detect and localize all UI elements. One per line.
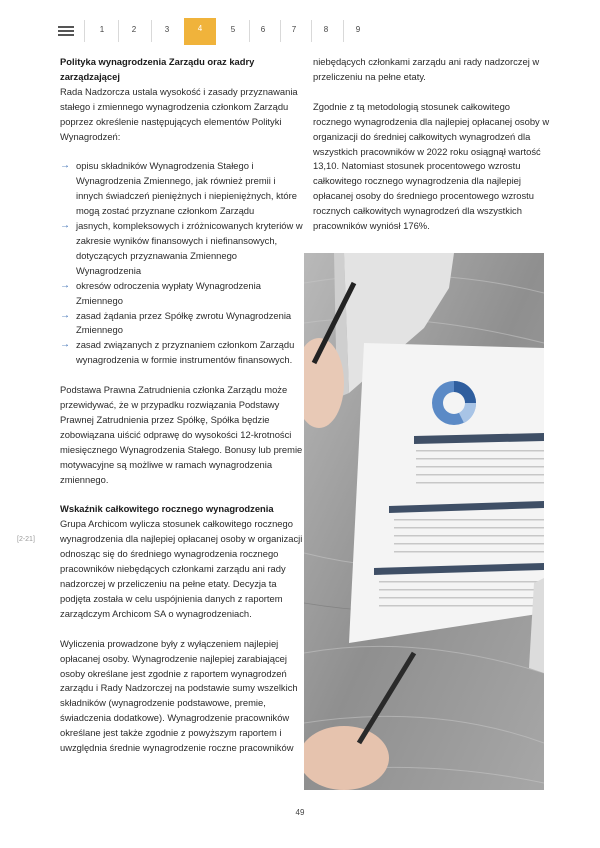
nav-item-9[interactable]: 9	[355, 25, 361, 34]
calculation-paragraph: Wyliczenia prowadzone były z wyłączeniem najlepiej opłacanej osoby. Wynagrodzenie najlepiej zarabiającej osoby określane jest zgodnie z raportem wynagrodzeń zarządu i Rady Nadzorczej na podstawie sumy wszelkich składników (wynagrodzenie podstawowe, premie, świadczenia dodatkowe). Wynagrodzenie pracowników określane jest także zgodnie z powyższym raportem i uwzględnia średnie wynagrodzenie roczne pracowników	[60, 637, 298, 754]
arrow-right-icon: →	[60, 160, 70, 172]
section-heading-remuneration-ratio: Wskaźnik całkowitego rocznego wynagrodzenia	[60, 503, 274, 515]
arrow-right-icon: →	[60, 339, 70, 351]
list-item: → zasad związanych z przyznaniem członkom Zarządu wynagrodzenia w formie instrumentów finansowych.	[60, 339, 295, 366]
nav-item-1[interactable]: 1	[99, 25, 105, 34]
nav-item-6[interactable]: 6	[260, 25, 266, 34]
continuation-paragraph: niebędących członkami zarządu ani rady nadzorczej w przeliczeniu na pełne etaty.	[313, 56, 540, 82]
list-item: → opisu składników Wynagrodzenia Stałego i Wynagrodzenia Zmiennego, jak również premii i innych świadczeń pieniężnych i niepieniężnych, które mogą zostać przyznane członkom Zarządu	[60, 160, 297, 217]
arrow-right-icon: →	[60, 220, 70, 232]
nav-item-3[interactable]: 3	[164, 25, 170, 34]
arrow-right-icon: →	[60, 309, 70, 321]
ratio-result-paragraph: Zgodnie z tą metodologią stosunek całkowitego rocznego wynagrodzenia dla najlepiej opłacanej osoby w organizacji do średniej całkowitych wynagrodzeń dla wszystkich pracowników w 2022 roku osiągnął wartość 13,10. Natomiast stosunek procentowego wzrostu całkowitego rocznego wynagrodzenia dla najlepiej opłacanej osoby do średniego procentowego wzrostu rocznych całkowitych wynagrodzeń dla wszystkich pracowników wyniósł 176%.	[313, 100, 550, 232]
photo-illustration	[304, 253, 544, 790]
nav-item-4-active[interactable]: 4	[184, 18, 216, 45]
menu-icon[interactable]	[58, 26, 74, 36]
list-item: → okresów odroczenia wypłaty Wynagrodzenia Zmiennego	[60, 279, 261, 306]
nav-item-2[interactable]: 2	[131, 25, 137, 34]
chapter-navigation	[48, 18, 558, 46]
nav-item-7[interactable]: 7	[291, 25, 297, 34]
nav-item-5[interactable]: 5	[230, 25, 236, 34]
report-desk-photo	[304, 253, 544, 790]
left-column	[60, 55, 303, 756]
ratio-paragraph: Grupa Archicom wylicza stosunek całkowitego rocznego wynagrodzenia dla najlepiej opłacanej osoby w organizacji odnosząc się do średniego wynagrodzenia rocznego pracowników niebędących członkami zarządu ani rady nadzorczej w przeliczeniu na pełne etaty. Decyzja ta podjęta została w celu uspójnienia danych z raportem zarządczym Archicom SA o wynagrodzeniach.	[60, 518, 303, 619]
intro-paragraph: Rada Nadzorcza ustala wysokość i zasady przyznawania stałego i zmiennego wynagrodzenia członkom Zarządu poprzez określenie następujących elementów Polityki Wynagrodzeń:	[60, 85, 298, 142]
severance-paragraph: Podstawa Prawna Zatrudnienia członka Zarządu może przewidywać, że w przypadku rozwiązania Podstawy Prawnej Zatrudnienia przez Spółkę, Spółka będzie zobowiązana uiścić odprawę do wysokości 12-krotności miesięcznego Wynagrodzenia Stałego. Bonusy lub premie motywacyjne są możliwe w ramach wynagrodzenia zmiennego.	[60, 384, 303, 485]
section-heading-remuneration-policy: Polityka wynagrodzenia Zarządu oraz kadry zarządzającej	[60, 56, 255, 82]
nav-item-8[interactable]: 8	[323, 25, 329, 34]
list-item: → zasad żądania przez Spółkę zwrotu Wynagrodzenia Zmiennego	[60, 309, 292, 336]
arrow-right-icon: →	[60, 279, 70, 291]
nav-separator	[84, 20, 85, 42]
gri-reference: [2-21]	[17, 536, 35, 543]
right-column	[313, 55, 550, 234]
policy-elements-list	[60, 159, 303, 368]
page-number: 49	[295, 808, 305, 817]
list-item: → jasnych, kompleksowych i zróżnicowanych kryteriów w zakresie wyników finansowych i niefinansowych, dotyczących przyznawania Zmiennego Wynagrodzenia	[60, 220, 303, 276]
